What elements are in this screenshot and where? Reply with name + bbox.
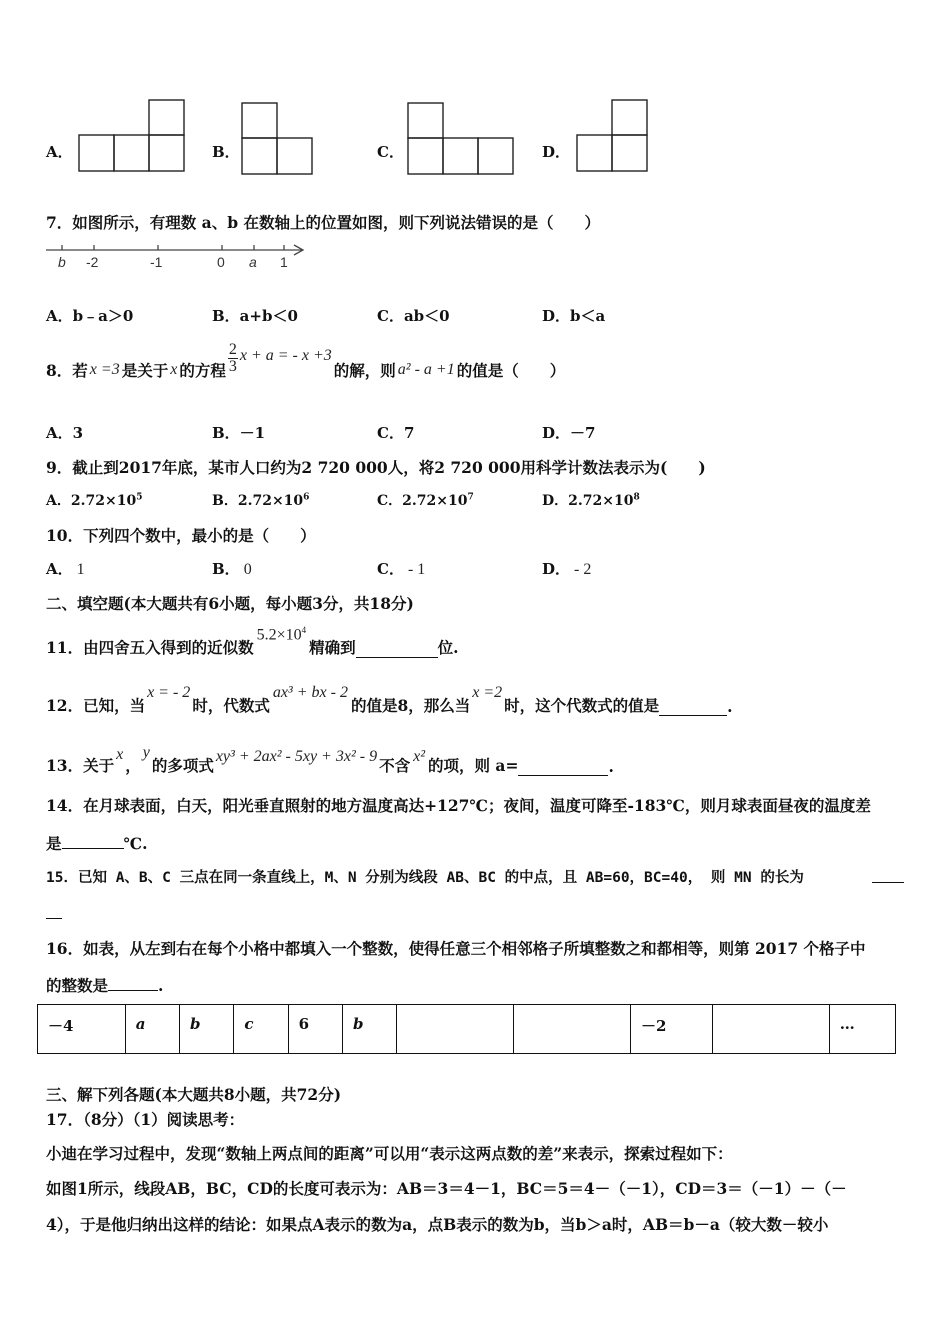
q7-axis-label: a xyxy=(249,254,257,270)
q10-option-c[interactable] xyxy=(377,558,425,579)
q9-option-exp: 6 xyxy=(303,492,310,503)
q11-pre: 11．由四舍五入得到的近似数 xyxy=(46,638,254,657)
q7-axis-label: 0 xyxy=(217,254,225,270)
table-cell xyxy=(712,1005,829,1054)
q13-var-x: x xyxy=(116,746,124,763)
q7-option-a[interactable]: A．b﹣a＞0 xyxy=(46,307,134,325)
q17-paragraph-3: 4），于是他归纳出这样的结论：如果点A表示的数为a，点B表示的数为b，当b＞a时，AB＝b－a（较大数－较小 xyxy=(46,1215,829,1234)
q14-answer-blank[interactable] xyxy=(62,834,124,849)
q9-option-c[interactable] xyxy=(377,490,474,510)
q7-axis-label: -2 xyxy=(86,254,99,270)
q9-option-letter: A． xyxy=(46,493,71,509)
q13-post: 的项，则 a= xyxy=(428,756,519,775)
table-cell xyxy=(397,1005,514,1054)
q8-fraction xyxy=(228,342,238,375)
q6-figure-b xyxy=(241,103,316,178)
q8-equation: x + a = - x +3 xyxy=(239,347,332,364)
q13-mid1: 的多项式 xyxy=(151,756,214,775)
q9-option-base: 2.72×10 xyxy=(70,493,137,509)
q13-stem xyxy=(46,736,614,776)
q11-expr-base: 5.2×10 xyxy=(256,626,302,643)
q8-expression: a² - a +1 xyxy=(397,361,455,378)
q12-mid2: 的值是8，那么当 xyxy=(350,696,471,715)
q9-option-base: 2.72×10 xyxy=(237,493,304,509)
q9-option-d[interactable] xyxy=(542,490,640,510)
q16-line2 xyxy=(46,974,163,996)
q6-option-c-letter[interactable]: C． xyxy=(377,143,404,161)
q11-expression xyxy=(257,625,307,644)
q12-answer-blank[interactable] xyxy=(659,701,727,716)
q8-tail: 的值是（ ） xyxy=(456,361,566,380)
q9-option-base: 2.72×10 xyxy=(568,493,634,509)
q8-option-b[interactable]: B．－1 xyxy=(212,424,266,442)
q8-mid3: 的解，则 xyxy=(333,361,396,380)
q13-var-y: y xyxy=(142,744,150,761)
q9-option-exp: 5 xyxy=(136,492,143,503)
q9-option-exp: 7 xyxy=(467,492,474,503)
q10-option-letter: B． xyxy=(212,560,240,578)
q8-x-var: x xyxy=(170,361,178,378)
q10-option-b[interactable] xyxy=(212,558,252,579)
q8-frac-num: 2 xyxy=(228,340,237,358)
q17-head: 17．（8分）（1）阅读思考： xyxy=(46,1110,245,1129)
q12-expression: ax³ + bx - 2 xyxy=(272,684,348,701)
q7-option-b[interactable]: B．a+b＜0 xyxy=(212,307,298,325)
q13-term: x² xyxy=(413,748,425,765)
q14-line2-pre: 是 xyxy=(46,834,62,853)
q10-stem: 10．下列四个数中，最小的是（ ） xyxy=(46,526,316,545)
q9-stem: 9．截止到2017年底，某市人口约为2 720 000人，将2 720 000用科学计数法表示为( ) xyxy=(46,458,706,477)
table-cell: c xyxy=(234,1005,288,1054)
q7-option-d[interactable]: D．b＜a xyxy=(542,307,606,325)
q16-answer-blank[interactable] xyxy=(108,976,158,991)
q16-line2-post: . xyxy=(158,976,164,995)
q15-stem: 15．已知 A、B、C 三点在同一条直线上，M、N 分别为线段 AB、BC 的中点，且 AB=60，BC=40， 则 MN 的长为 xyxy=(46,870,804,886)
q8-stem xyxy=(46,340,565,400)
q6-figure-c xyxy=(407,103,517,178)
q6-option-d-letter[interactable]: D． xyxy=(542,143,571,161)
q9-option-a[interactable] xyxy=(46,490,142,510)
table-cell: －2 xyxy=(631,1005,713,1054)
q9-option-base: 2.72×10 xyxy=(402,493,468,509)
q16-line2-pre: 的整数是 xyxy=(46,976,109,995)
q10-option-value: - 2 xyxy=(574,561,592,578)
q9-option-letter: C． xyxy=(377,493,403,509)
q6-option-a-letter[interactable]: A． xyxy=(46,143,73,161)
q8-num: 8．若 xyxy=(46,361,88,380)
table-row xyxy=(38,1005,896,1054)
q7-option-c[interactable]: C．ab＜0 xyxy=(377,307,450,325)
q13-mid2: 不含 xyxy=(379,756,411,775)
q12-end: . xyxy=(727,697,733,716)
q15-answer-blank[interactable] xyxy=(872,868,904,883)
q13-answer-blank[interactable] xyxy=(518,761,608,776)
q6-option-b-letter[interactable]: B． xyxy=(212,143,240,161)
q10-option-d[interactable] xyxy=(542,558,591,579)
q10-option-value: 0 xyxy=(243,561,252,578)
table-cell xyxy=(514,1005,631,1054)
q8-option-d[interactable]: D．－7 xyxy=(542,424,596,442)
q6-figure-d xyxy=(576,100,656,175)
q14-line2-post: ℃. xyxy=(123,834,148,853)
q12-mid1: 时，代数式 xyxy=(192,696,270,715)
q12-stem xyxy=(46,676,733,716)
q7-axis-label: -1 xyxy=(150,254,163,270)
table-cell: b xyxy=(343,1005,397,1054)
q9-option-letter: B． xyxy=(212,493,238,509)
q13-pre: 13．关于 xyxy=(46,756,115,775)
q14-line2 xyxy=(46,832,148,854)
q10-option-letter: C． xyxy=(377,560,404,578)
table-cell: 6 xyxy=(288,1005,342,1054)
q15-answer-blank-cont[interactable] xyxy=(46,904,62,919)
q16-sequence-table xyxy=(37,1004,896,1054)
q9-option-exp: 8 xyxy=(633,492,640,503)
q11-mid: 精确到 xyxy=(309,638,356,657)
q12-condition-2: x =2 xyxy=(472,684,503,701)
q8-frac-den: 3 xyxy=(228,357,237,375)
q9-option-letter: D． xyxy=(542,493,569,509)
q11-post: 位. xyxy=(437,638,459,657)
q17-paragraph-2: 如图1所示，线段AB，BC，CD的长度可表示为：AB＝3＝4－1，BC＝5＝4－（－1），CD＝3＝（－1）－（－ xyxy=(46,1179,847,1198)
table-cell: －4 xyxy=(38,1005,126,1054)
q10-option-letter: D． xyxy=(542,560,571,578)
q8-option-a[interactable]: A．3 xyxy=(46,424,84,442)
q7-number-line xyxy=(44,240,314,272)
q12-condition-1: x = - 2 xyxy=(147,684,191,701)
q10-option-value: - 1 xyxy=(407,561,426,578)
q11-expr-exp: 4 xyxy=(301,624,307,635)
q8-mid2: 的方程 xyxy=(179,361,226,380)
q10-option-value: 1 xyxy=(76,561,85,578)
section3-heading: 三、解下列各题(本大题共8小题，共72分) xyxy=(46,1085,342,1104)
q6-figure-a xyxy=(78,100,188,175)
q7-axis-label: 1 xyxy=(280,254,288,270)
q11-answer-blank[interactable] xyxy=(356,643,438,658)
q13-comma: ， xyxy=(125,756,141,775)
q7-stem: 7．如图所示，有理数 a、b 在数轴上的位置如图，则下列说法错误的是（ ） xyxy=(46,213,600,232)
q7-axis-label: b xyxy=(58,254,66,270)
section2-heading: 二、填空题(本大题共有6小题，每小题3分，共18分) xyxy=(46,594,414,613)
q11-stem xyxy=(46,618,459,658)
table-cell: b xyxy=(180,1005,234,1054)
q8-mid1: 是关于 xyxy=(121,361,169,380)
q12-pre: 12．已知，当 xyxy=(46,696,146,715)
table-cell: … xyxy=(829,1005,895,1054)
q16-line1: 16．如表，从左到右在每个小格中都填入一个整数，使得任意三个相邻格子所填整数之和都相等，则第 2017 个格子中 xyxy=(46,939,866,958)
q13-end: . xyxy=(608,757,614,776)
q9-option-b[interactable] xyxy=(212,490,309,510)
q17-paragraph-1: 小迪在学习过程中，发现“数轴上两点间的距离”可以用“表示这两点数的差”来表示，探索过程如下： xyxy=(46,1144,733,1163)
table-cell: a xyxy=(125,1005,179,1054)
q14-line1: 14．在月球表面，白天，阳光垂直照射的地方温度高达+127℃；夜间，温度可降至-183℃，则月球表面昼夜的温度差 xyxy=(46,796,871,815)
q10-option-letter: A． xyxy=(46,560,73,578)
q13-polynomial: xy³ + 2ax² - 5xy + 3x² - 9 xyxy=(215,748,378,765)
q12-post: 时，这个代数式的值是 xyxy=(504,696,660,715)
q10-option-a[interactable] xyxy=(46,558,85,579)
q8-option-c[interactable]: C．7 xyxy=(377,424,415,442)
q8-x-eq: x =3 xyxy=(89,361,120,378)
